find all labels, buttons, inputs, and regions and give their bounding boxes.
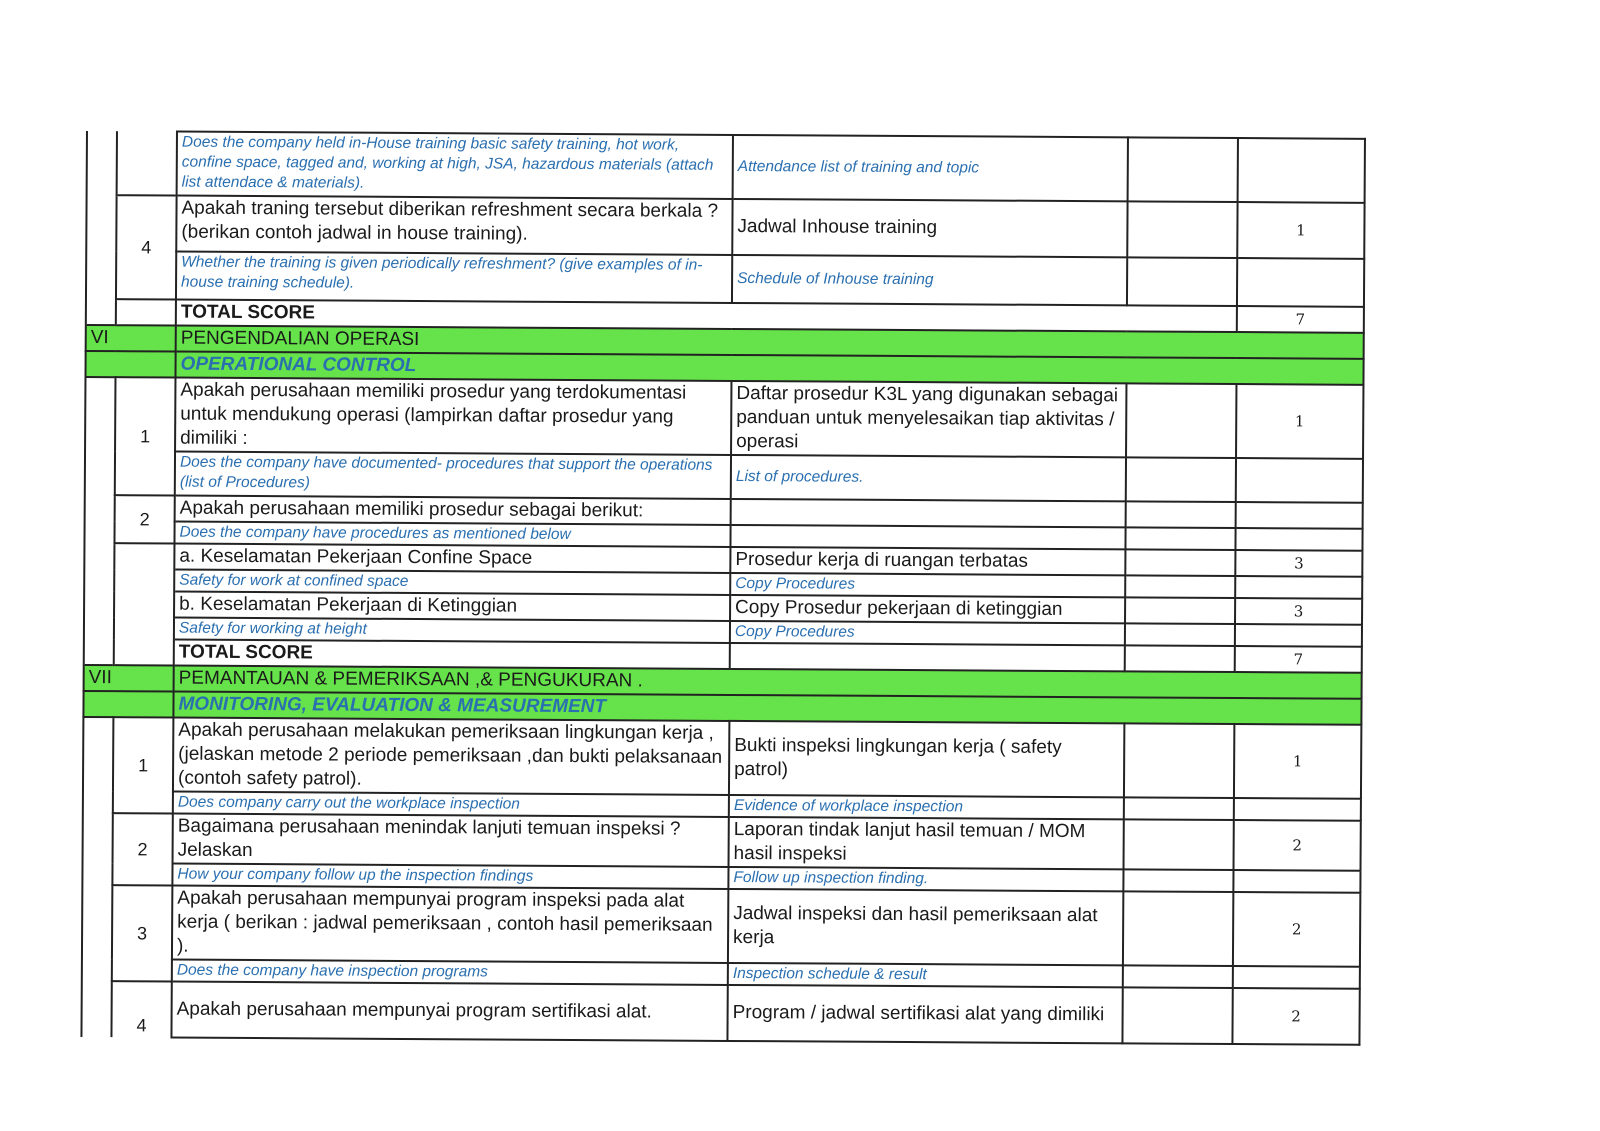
section-title-en: OPERATIONAL CONTROL [175,352,1363,385]
evidence-en: Inspection schedule & result [728,963,1123,987]
section-cell [86,251,116,299]
evidence-id: Prosedur kerja di ruangan terbatas [730,547,1125,575]
score-value: 1 [1236,384,1363,459]
section-title: PENGENDALIAN OPERASI [176,326,1364,359]
table-row [83,717,1361,799]
evidence-en: Schedule of Inhouse training [732,255,1127,305]
evidence-en: Copy Procedures [730,573,1125,597]
section-roman: VI [86,325,176,352]
check-cell [1128,137,1238,202]
number-cell [114,617,174,639]
section-cell [83,813,113,863]
evidence-en [730,525,1125,549]
question-number: 2 [112,813,172,885]
number-cell [114,591,174,617]
question-number: 4 [116,195,177,299]
section-cell [82,885,112,959]
number-cell [114,543,174,569]
check-cell [1125,597,1235,624]
evidence-en: Copy Procedures [730,621,1125,645]
score-cell [1237,258,1364,307]
section-roman-blank [85,351,175,378]
question-en: Does the company have inspection programs [172,960,728,985]
question-en: Does the company have documented- procedures that support the operations (list of Procedures) [175,452,731,499]
check-cell [1125,645,1235,672]
section-roman: VII [84,665,174,692]
check-cell [1125,575,1235,598]
check-cell [1123,869,1233,892]
question-number: 4 [111,981,171,1037]
question-id: Apakah perusahaan mempunyai program sertifikasi alat. [171,982,727,1041]
score-cell [1236,502,1363,529]
section-cell [87,131,117,195]
question-en: Does the company held in-House training basic safety training, hot work, confine space, tagged and, working at high, JSA, hazardous materials (attach list attendace & materials). [177,132,733,199]
table-row [82,885,1360,967]
number-cell [116,299,176,325]
score-value: 2 [1233,892,1360,967]
score-cell [1235,624,1362,647]
table-row [87,131,1365,203]
section-cell [85,451,115,495]
section-cell [84,639,114,665]
evidence-id: Program / jadwal sertifikasi alat yang dimiliki [727,985,1122,1043]
question-number: 1 [113,717,174,813]
evidence-en: Evidence of workplace inspection [729,795,1124,819]
section-cell [81,981,111,1037]
evidence-id: Laporan tindak lanjut hasil temuan / MOM hasil inspeksi [729,817,1124,869]
check-cell [1124,723,1234,798]
question-id: Apakah perusahaan memiliki prosedur yang terdokumentasi untuk mendukung operasi (lampirkan daftar prosedur yang dimiliki : [175,378,731,455]
section-cell [84,617,114,639]
check-cell [1125,549,1235,576]
question-id: b. Keselamatan Pekerjaan di Ketinggian [174,592,730,621]
score-cell [1233,870,1360,893]
section-title-en: MONITORING, EVALUATION & MEASUREMENT [173,692,1361,725]
check-cell [1126,457,1236,502]
section-cell [84,521,114,543]
question-id: Apakah perusahaan memiliki prosedur sebagai berikut: [175,496,731,525]
total-score: 7 [1237,306,1364,333]
score-value: 3 [1235,550,1362,577]
check-cell [1123,965,1233,988]
question-id: Apakah perusahaan melakukan pemeriksaan lingkungan kerja , (jelaskan metode 2 periode pemeriksaan ,dan bukti pelaksanaan (contoh safety patrol). [173,718,729,795]
score-value: 2 [1234,820,1361,871]
question-number: 3 [112,885,173,981]
evidence-id [730,643,1125,671]
section-cell [85,495,115,521]
question-en: Does the company have procedures as mentioned below [174,522,730,547]
score-value: 3 [1235,598,1362,625]
score-cell [1235,528,1362,551]
evidence-en: List of procedures. [731,455,1126,501]
check-cell [1124,797,1234,820]
check-cell [1126,501,1236,528]
question-number: 2 [114,495,174,543]
evidence-id: Jadwal Inhouse training [732,199,1127,257]
question-en: Safety for work at confined space [174,570,730,595]
question-en: Safety for working at height [174,618,730,643]
score-cell [1235,576,1362,599]
table-row [85,377,1363,459]
check-cell [1127,257,1237,306]
evidence-en: Attendance list of training and topic [733,135,1128,201]
table-row [85,451,1363,503]
section-cell [85,377,115,451]
question-en: How your company follow up the inspection findings [172,864,728,889]
section-cell [86,299,116,325]
number-cell [114,569,174,591]
number-cell [114,639,174,665]
evidence-id [731,499,1126,527]
evidence-en: Follow up inspection finding. [728,867,1123,891]
number-cell [117,131,177,195]
question-number: 1 [115,377,176,495]
score-value: 1 [1237,202,1364,259]
check-cell [1126,383,1236,458]
score-cell [1234,798,1361,821]
score-value: 1 [1234,724,1361,799]
question-id: a. Keselamatan Pekerjaan Confine Space [174,544,730,573]
section-roman-blank [83,691,173,718]
check-cell [1122,987,1232,1044]
question-en: Whether the training is given periodically refreshment? (give examples of in-house training schedule). [176,252,732,303]
evidence-id: Jadwal inspeksi dan hasil pemeriksaan alat kerja [728,889,1123,965]
total-label: TOTAL SCORE [176,300,1237,332]
total-score: 7 [1235,646,1362,673]
score-cell [1236,458,1363,503]
section-cell [84,543,114,569]
question-id: Apakah perusahaan mempunyai program inspeksi pada alat kerja ( berikan : jadwal pemeriksaan , contoh hasil pemeriksaan ). [172,886,728,963]
question-id: Apakah traning tersebut diberikan refreshment secara berkala ? (berikan contoh jadwal in house training). [176,196,732,255]
evidence-id: Daftar prosedur K3L yang digunakan sebagai panduan untuk menyelesaikan tiap aktivitas / operasi [731,381,1126,457]
score-cell [1238,138,1365,203]
section-cell [86,195,116,251]
section-cell [84,591,114,617]
check-cell [1127,201,1237,258]
check-cell [1125,623,1235,646]
score-cell [1233,966,1360,989]
section-cell [82,863,112,885]
total-label: TOTAL SCORE [174,640,730,669]
question-en: Does company carry out the workplace inspection [173,792,729,817]
section-cell [83,717,113,791]
audit-checklist-sheet [80,130,1364,1046]
evidence-id: Bukti inspeksi lingkungan kerja ( safety patrol) [729,721,1124,797]
check-cell [1125,527,1235,550]
score-value: 2 [1232,988,1359,1045]
table-row [86,195,1364,259]
evidence-id: Copy Prosedur pekerjaan di ketinggian [730,595,1125,623]
table-row [81,981,1359,1045]
section-cell [83,791,113,813]
section-cell [84,569,114,591]
check-cell [1123,891,1233,966]
question-id: Bagaimana perusahaan menindak lanjuti temuan inspeksi ? Jelaskan [173,814,729,867]
check-cell [1124,819,1234,870]
section-cell [82,959,112,981]
table-row [83,813,1361,871]
checklist-table [80,130,1366,1046]
table-row [86,251,1364,307]
section-title: PEMANTAUAN & PEMERIKSAAN ,& PENGUKURAN . [174,666,1362,699]
